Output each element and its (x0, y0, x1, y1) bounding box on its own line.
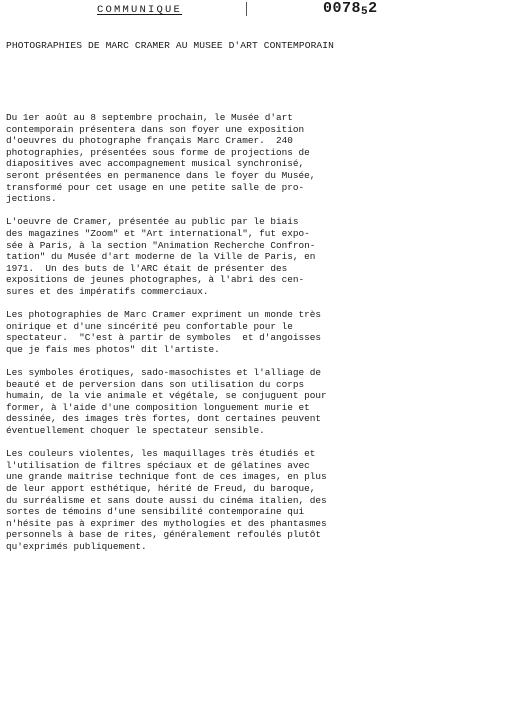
paragraph-line: diapositives avec accompagnement musical synchronisé, (6, 158, 305, 170)
document-number-main: 0078 (323, 0, 362, 17)
paragraph-line: Les photographies de Marc Cramer expriment un monde très (6, 309, 322, 321)
paragraph-line: onirique et d'une sincérité peu confortable pour le (6, 320, 293, 332)
paragraph-line: beauté et de perversion dans son utilisation du corps (6, 378, 305, 390)
paragraph-line: une grande maitrise technique font de ces images, en plus (6, 471, 327, 483)
paragraph-line: L'oeuvre de Cramer, présentée au public par le biais (6, 216, 299, 228)
margin-tick-mark (246, 2, 247, 16)
paragraph-line: des magazines "Zoom" et "Art international", fut expo- (6, 227, 310, 239)
paragraph-line: humain, de la vie animale et végétale, se conjuguent pour (6, 390, 327, 402)
paragraph-line: d'oeuvres du photographe français Marc Cramer. 240 (6, 135, 293, 147)
paragraph-line: spectateur. "C'est à partir de symboles et d'angoisses (6, 332, 322, 344)
paragraph-line: éventuellement choquer le spectateur sensible. (6, 425, 265, 437)
paragraph (6, 448, 501, 552)
paragraph-line: photographies, présentées sous forme de projections de (6, 146, 310, 158)
paragraph (6, 112, 501, 205)
paragraph-line: sures et des impératifs commerciaux. (6, 285, 209, 297)
paragraph-line: expositions de jeunes photographes, à l'abri des cen- (6, 274, 305, 286)
paragraph-line: jections. (6, 193, 57, 205)
paragraph-line: transformé pour cet usage en une petite salle de pro- (6, 181, 305, 193)
paragraph-line: former, à l'aide d'une composition longuement murie et (6, 401, 310, 413)
paragraph-line: 1971. Un des buts de l'ARC était de présenter des (6, 262, 288, 274)
paragraph-line: du surréalisme et sans doute aussi du cinéma italien, des (6, 494, 327, 506)
paragraph-line: sée à Paris, à la section "Animation Recherche Confron- (6, 239, 316, 251)
paragraph-line: Les couleurs violentes, les maquillages très étudiés et (6, 448, 316, 460)
paragraph-line: n'hésite pas à exprimer des mythologies et des phantasmes (6, 517, 327, 529)
document-title: PHOTOGRAPHIES DE MARC CRAMER AU MUSEE D'ART CONTEMPORAIN (6, 40, 335, 51)
document-number-stamp (323, 0, 378, 18)
paragraph-line: Les symboles érotiques, sado-masochistes et l'alliage de (6, 367, 322, 379)
communique-heading: COMMUNIQUE (97, 4, 183, 16)
paragraph-line: que je fais mes photos" dit l'artiste. (6, 343, 220, 355)
paragraph (6, 367, 501, 437)
document-number-end: 2 (368, 0, 378, 17)
document-number-small: 5 (361, 6, 369, 18)
paragraph-line: qu'exprimés publiquement. (6, 540, 147, 552)
paragraph-line: contemporain présentera dans son foyer une exposition (6, 123, 305, 135)
paragraph-line: dessinée, des images très fortes, dont certaines peuvent (6, 413, 322, 425)
paragraph (6, 216, 501, 297)
paragraph (6, 309, 501, 355)
paragraph-line: Du 1er août au 8 septembre prochain, le Musée d'art (6, 112, 293, 123)
paragraph-line: tation" du Musée d'art moderne de la Ville de Paris, en (6, 251, 316, 263)
paragraph-line: l'utilisation de filtres spéciaux et de gélatines avec (6, 459, 310, 471)
paragraph-line: de leur apport esthétique, hérité de Freud, du baroque, (6, 483, 316, 494)
paragraph-line: seront présentées en permanence dans le foyer du Musée, (6, 169, 316, 181)
paragraph-line: sortes de témoins d'une sensibilité contemporaine qui (6, 506, 305, 518)
document-body (6, 112, 501, 564)
paragraph-line: personnels à base de rites, généralement refoulés plutôt (6, 529, 322, 541)
